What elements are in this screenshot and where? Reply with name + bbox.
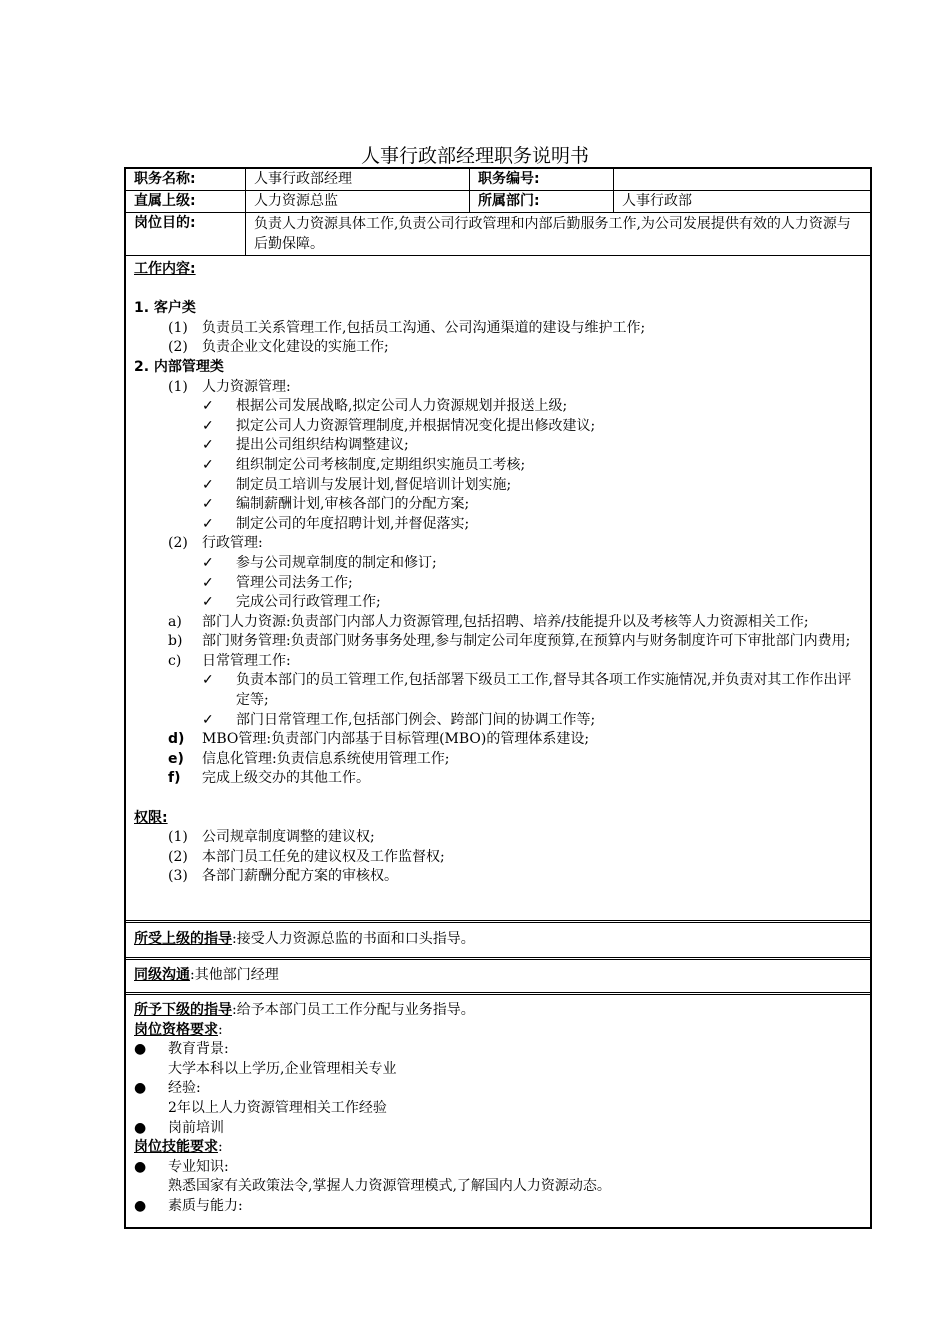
- list-item: ✓ 编制薪酬计划,审核各部门的分配方案;: [134, 495, 862, 515]
- list-item: ✓ 根据公司发展战略,拟定公司人力资源规划并报送上级;: [134, 397, 862, 417]
- list-item: (3) 各部门薪酬分配方案的审核权。: [168, 868, 398, 885]
- job-no-label: 职务编号:: [470, 169, 614, 190]
- list-item-c: c) 日常管理工作:: [168, 652, 291, 669]
- check-icon: ✓: [202, 398, 214, 415]
- bullet-icon: ●: [134, 1197, 147, 1214]
- list-item: (1) 公司规章制度调整的建议权;: [168, 829, 375, 846]
- peer-text: :其他部门经理: [190, 967, 279, 983]
- guidance-up-text: :接受人力资源总监的书面和口头指导。: [232, 931, 475, 947]
- check-icon: ✓: [202, 515, 214, 532]
- check-icon: ✓: [202, 496, 214, 513]
- superior-label: 直属上级:: [126, 191, 246, 212]
- skills-heading: 岗位技能要求: [134, 1139, 218, 1156]
- guidance-up-label: 所受上级的指导: [134, 931, 232, 947]
- header-row-2: [126, 191, 870, 213]
- list-item: ● 经验:: [134, 1079, 862, 1099]
- list-item: ✓ 部门日常管理工作,包括部门例会、跨部门间的协调工作等;: [134, 711, 862, 731]
- guidance-down-label: 所予下级的指导: [134, 1002, 232, 1018]
- check-icon: ✓: [202, 711, 214, 728]
- check-icon: ✓: [202, 672, 214, 689]
- section-customer-title: 1. 客户类: [134, 300, 196, 317]
- list-item: ✓ 制定员工培训与发展计划,督促培训计划实施;: [134, 476, 862, 496]
- dept-label: 所属部门:: [470, 191, 614, 212]
- peer-communication-section: [126, 960, 870, 992]
- list-item: ✓ 完成公司行政管理工作;: [134, 593, 862, 613]
- purpose-row: [126, 213, 870, 256]
- list-item-f: f) 完成上级交办的其他工作。: [168, 770, 370, 787]
- list-item-b: b) 部门财务管理:负责部门财务事务处理,参与制定公司年度预算,在预算内与财务制度许可下审批部门内费用;: [168, 633, 851, 650]
- bullet-icon: ●: [134, 1119, 147, 1136]
- check-icon: ✓: [202, 476, 214, 493]
- dept-value: 人事行政部: [622, 193, 692, 209]
- list-item: ✓ 组织制定公司考核制度,定期组织实施员工考核;: [134, 456, 862, 476]
- check-icon: ✓: [202, 594, 214, 611]
- experience-value: 2年以上人力资源管理相关工作经验: [168, 1099, 387, 1116]
- bullet-icon: ●: [134, 1158, 147, 1175]
- job-name-label: 职务名称:: [126, 169, 246, 190]
- education-value: 大学本科以上学历,企业管理相关专业: [168, 1060, 397, 1077]
- list-item: ✓ 提出公司组织结构调整建议;: [134, 436, 862, 456]
- list-item: ● 素质与能力:: [134, 1197, 862, 1217]
- purpose-value: 负责人力资源具体工作,负责公司行政管理和内部后勤服务工作,为公司发展提供有效的人力资源与后勤保障。: [254, 216, 851, 252]
- guidance-up-section: [126, 923, 870, 957]
- list-item: ✓ 参与公司规章制度的制定和修订;: [134, 554, 862, 574]
- list-item: ● 专业知识:: [134, 1158, 862, 1178]
- list-item: (2) 负责企业文化建设的实施工作;: [168, 339, 389, 356]
- list-item: ✓ 拟定公司人力资源管理制度,并根据情况变化提出修改建议;: [134, 417, 862, 437]
- knowledge-value: 熟悉国家有关政策法令,掌握人力资源管理模式,了解国内人力资源动态。: [168, 1178, 611, 1195]
- job-description-table: [124, 167, 872, 1229]
- list-item: ✓ 制定公司的年度招聘计划,并督促落实;: [134, 515, 862, 535]
- job-name-value: 人事行政部经理: [246, 169, 470, 190]
- qualification-heading: 岗位资格要求: [134, 1021, 218, 1038]
- list-item: (2) 本部门员工任免的建议权及工作监督权;: [168, 848, 445, 865]
- list-item: ✓ 负责本部门的员工管理工作,包括部署下级员工工作,督导其各项工作实施情况,并负责对其工作作出评定等;: [134, 671, 862, 710]
- page-title: 人事行政部经理职务说明书: [360, 145, 589, 167]
- list-item-a: a) 部门人力资源:负责部门内部人力资源管理,包括招聘、培养/技能提升以及考核等人力资源相关工作;: [168, 613, 809, 630]
- list-item: (1) 负责员工关系管理工作,包括员工沟通、公司沟通渠道的建设与维护工作;: [168, 319, 646, 336]
- bullet-icon: ●: [134, 1041, 147, 1058]
- peer-label: 同级沟通: [134, 967, 190, 983]
- header-row-1: [126, 169, 870, 191]
- check-icon: ✓: [202, 456, 214, 473]
- list-item-d: d) MBO管理:负责部门内部基于目标管理(MBO)的管理体系建设;: [168, 731, 590, 748]
- work-content-section: [126, 256, 870, 920]
- list-item-e: e) 信息化管理:负责信息系统使用管理工作;: [168, 750, 450, 767]
- bullet-icon: ●: [134, 1080, 147, 1097]
- list-item: ✓ 管理公司法务工作;: [134, 574, 862, 594]
- guidance-down-section: 所予下级的指导:给予本部门员工工作分配与业务指导。 岗位资格要求: ● 教育背景: 大学本科以上学历,企业管理相关专业 ● 经验: 2年以上人力资源管理相关工作经验 ● 岗前培训 岗位技能要求: ● 专业知识: 熟悉国家有关政策法令,掌握人力资源管理模式,了解国内人力资源动态。 ● 素质与能力:: [126, 995, 870, 1227]
- list-item: ● 岗前培训: [134, 1119, 862, 1139]
- job-no-value: [614, 169, 870, 190]
- superior-value: 人力资源总监: [246, 191, 470, 212]
- work-content-heading: 工作内容:: [134, 261, 196, 277]
- authority-heading: 权限:: [134, 809, 168, 826]
- list-item: ● 教育背景:: [134, 1040, 862, 1060]
- check-icon: ✓: [202, 554, 214, 571]
- admin-management-title: (2) 行政管理:: [168, 535, 263, 552]
- guidance-down-text: :给予本部门员工工作分配与业务指导。: [232, 1002, 475, 1018]
- purpose-label: 岗位目的:: [126, 213, 246, 255]
- check-icon: ✓: [202, 417, 214, 434]
- hr-management-title: (1) 人力资源管理:: [168, 378, 291, 395]
- check-icon: ✓: [202, 437, 214, 454]
- section-internal-title: 2. 内部管理类: [134, 358, 224, 375]
- check-icon: ✓: [202, 574, 214, 591]
